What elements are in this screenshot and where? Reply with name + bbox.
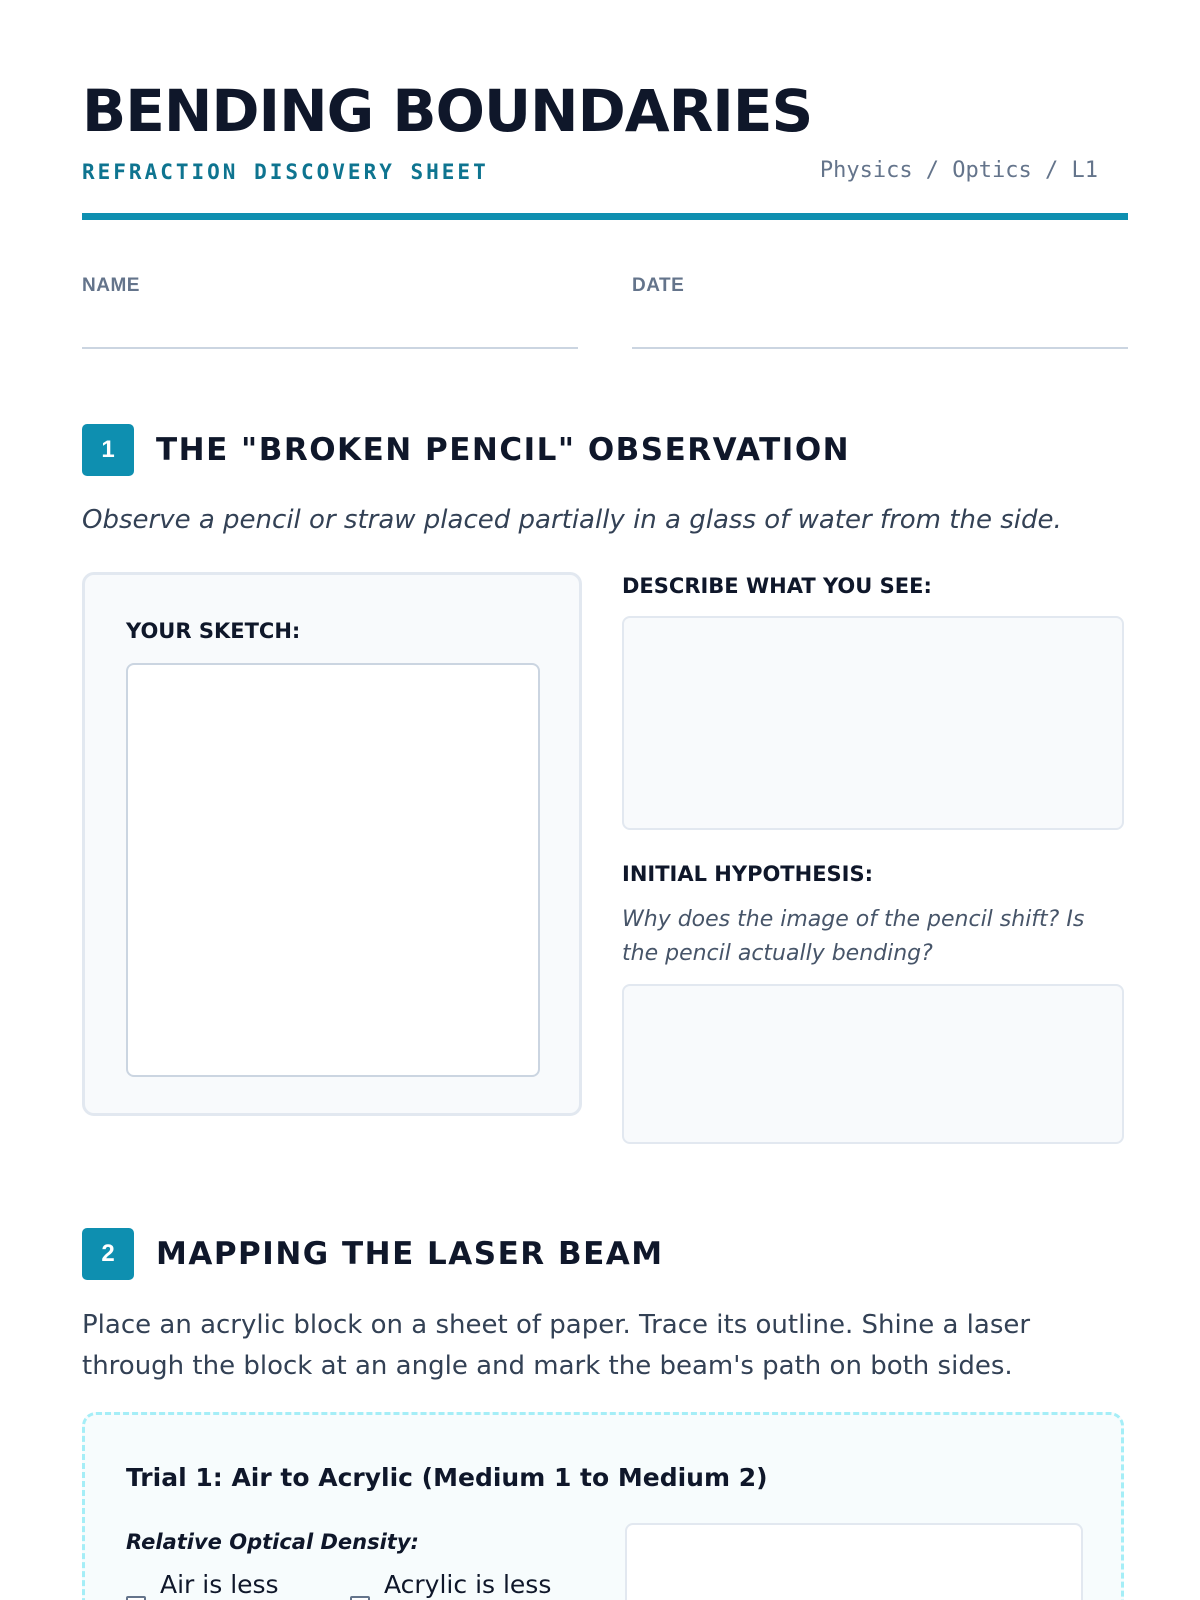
trial-1-title: Trial 1: Air to Acrylic (Medium 1 to Medium 2)	[126, 1463, 768, 1492]
sketch-label: YOUR SKETCH:	[126, 619, 301, 643]
name-field[interactable]	[82, 275, 578, 349]
date-field[interactable]	[632, 275, 1128, 349]
option-acrylic-less-label: Acrylic is less	[384, 1570, 552, 1599]
page-subtitle: REFRACTION DISCOVERY SHEET	[82, 160, 489, 184]
trial-1-answer-box[interactable]	[625, 1523, 1083, 1600]
date-input-line[interactable]	[632, 347, 1128, 349]
option-acrylic-less[interactable]	[350, 1570, 551, 1600]
section-1-instructions: Observe a pencil or straw placed partially in a glass of water from the side.	[82, 505, 1062, 535]
section-1-title: THE "BROKEN PENCIL" OBSERVATION	[156, 432, 851, 468]
section-1-number-badge: 1	[82, 424, 134, 476]
density-label: Relative Optical Density:	[126, 1530, 419, 1554]
header-divider	[82, 213, 1128, 220]
describe-answer-box[interactable]	[622, 616, 1124, 830]
option-air-less-label: Air is less	[160, 1570, 279, 1599]
sketch-panel	[82, 572, 582, 1116]
sketch-area[interactable]	[126, 663, 540, 1077]
date-label: DATE	[632, 275, 685, 296]
trial-1-panel	[82, 1412, 1124, 1600]
name-label: NAME	[82, 275, 140, 296]
option-air-less[interactable]	[126, 1570, 279, 1600]
section-2-instructions: Place an acrylic block on a sheet of paper. Trace its outline. Shine a laser through the block at an angle and mark the beam's path on both sides.	[82, 1310, 1031, 1381]
describe-label: DESCRIBE WHAT YOU SEE:	[622, 574, 932, 598]
section-2-title: MAPPING THE LASER BEAM	[156, 1236, 664, 1272]
breadcrumb: Physics / Optics / L1	[819, 158, 1098, 183]
checkbox-air-less[interactable]	[126, 1596, 146, 1600]
section-2-heading	[82, 1228, 664, 1280]
section-2-number-badge: 2	[82, 1228, 134, 1280]
section-1-heading	[82, 424, 850, 476]
page-title: BENDING BOUNDARIES	[82, 77, 813, 145]
checkbox-acrylic-less[interactable]	[350, 1596, 370, 1600]
hypothesis-label: INITIAL HYPOTHESIS:	[622, 862, 874, 886]
hypothesis-answer-box[interactable]	[622, 984, 1124, 1144]
name-input-line[interactable]	[82, 347, 578, 349]
hypothesis-prompt: Why does the image of the pencil shift? Is the pencil actually bending?	[622, 907, 1085, 966]
